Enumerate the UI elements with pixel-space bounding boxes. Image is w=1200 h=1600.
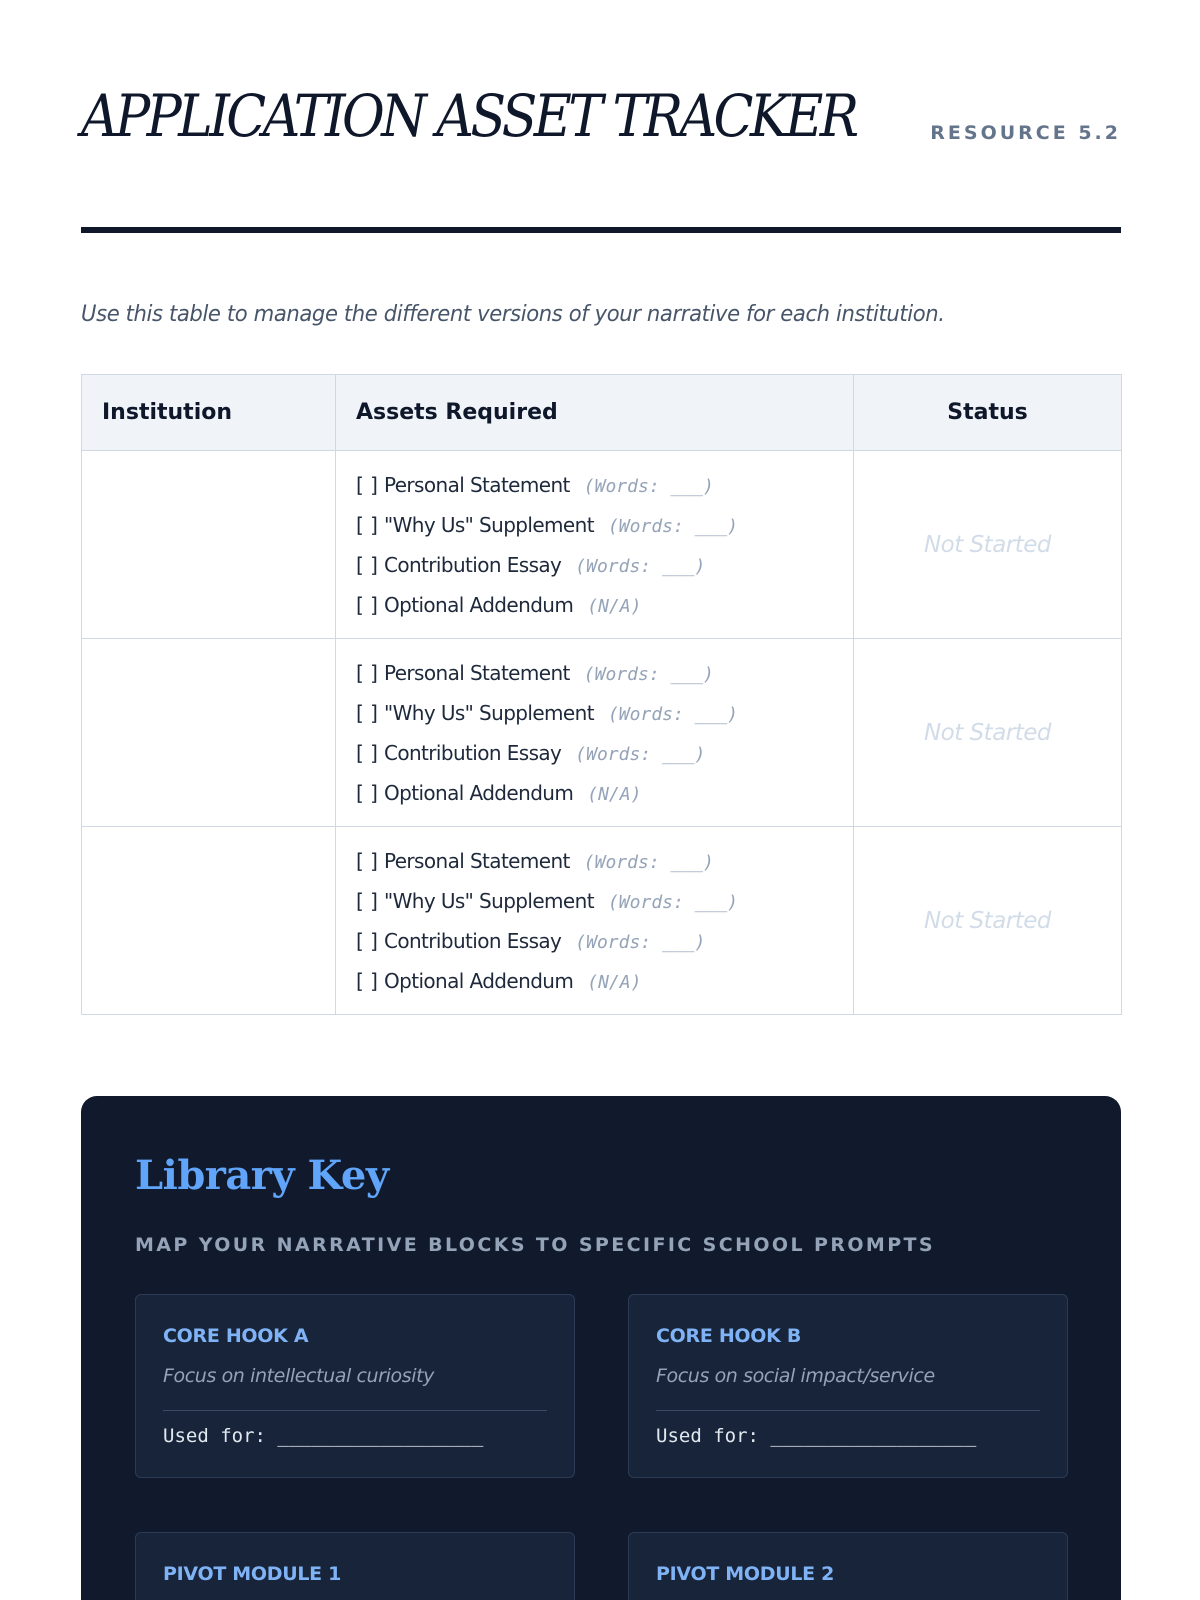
institution-cell[interactable] <box>82 639 336 827</box>
card-divider <box>656 1410 1040 1411</box>
table-row <box>82 451 1122 639</box>
card-description: Focus on intellectual curiosity <box>163 1365 434 1387</box>
page-header <box>81 0 1121 234</box>
table-row <box>82 827 1122 1015</box>
asset-checkbox[interactable]: [ ] <box>356 473 378 497</box>
page-title: APPLICATION ASSET TRACKER <box>81 82 856 150</box>
card-title: CORE HOOK B <box>656 1325 802 1347</box>
used-for-field[interactable]: Used for: __________________ <box>656 1425 977 1447</box>
asset-word-count: (Words: ___) <box>583 664 714 685</box>
asset-label: Personal Statement <box>383 473 570 497</box>
asset-label: Optional Addendum <box>383 593 574 617</box>
assets-cell <box>336 451 854 639</box>
asset-word-count: (Words: ___) <box>575 932 706 953</box>
library-key-subtitle: MAP YOUR NARRATIVE BLOCKS TO SPECIFIC SCHOOL PROMPTS <box>135 1234 935 1256</box>
asset-item[interactable] <box>356 929 853 969</box>
asset-item[interactable] <box>356 849 853 889</box>
asset-item[interactable] <box>356 969 853 1009</box>
asset-checkbox[interactable]: [ ] <box>356 701 378 725</box>
asset-label: Optional Addendum <box>383 969 574 993</box>
assets-cell <box>336 827 854 1015</box>
card-description: Focus on social impact/service <box>656 1365 935 1387</box>
asset-checkbox[interactable]: [ ] <box>356 929 378 953</box>
asset-word-count: (N/A) <box>587 784 642 805</box>
tracker-page <box>81 0 1121 1585</box>
asset-item[interactable] <box>356 473 853 513</box>
title-divider <box>81 227 1121 233</box>
resource-tag: RESOURCE 5.2 <box>930 122 1121 144</box>
status-cell[interactable] <box>854 827 1122 1015</box>
column-header-assets: Assets Required <box>336 375 854 451</box>
asset-word-count: (N/A) <box>587 972 642 993</box>
library-card-pivot-module-2 <box>628 1532 1068 1600</box>
card-title: CORE HOOK A <box>163 1325 309 1347</box>
asset-word-count: (Words: ___) <box>575 556 706 577</box>
asset-word-count: (N/A) <box>587 596 642 617</box>
asset-word-count: (Words: ___) <box>575 744 706 765</box>
status-label: Not Started <box>923 531 1052 558</box>
status-cell[interactable] <box>854 639 1122 827</box>
asset-label: Optional Addendum <box>383 781 574 805</box>
card-title: PIVOT MODULE 2 <box>656 1563 835 1585</box>
asset-checkbox[interactable]: [ ] <box>356 889 378 913</box>
status-label: Not Started <box>923 907 1052 934</box>
asset-word-count: (Words: ___) <box>607 892 739 913</box>
asset-label: Contribution Essay <box>383 741 562 765</box>
asset-label: Personal Statement <box>383 661 570 685</box>
asset-item[interactable] <box>356 701 853 741</box>
asset-label: Personal Statement <box>383 849 570 873</box>
asset-checkbox[interactable]: [ ] <box>356 513 378 537</box>
status-cell[interactable] <box>854 451 1122 639</box>
asset-word-count: (Words: ___) <box>583 476 714 497</box>
asset-item[interactable] <box>356 889 853 929</box>
asset-label: Contribution Essay <box>383 929 562 953</box>
asset-item[interactable] <box>356 553 853 593</box>
asset-item[interactable] <box>356 513 853 553</box>
asset-checkbox[interactable]: [ ] <box>356 741 378 765</box>
institution-cell[interactable] <box>82 451 336 639</box>
asset-tracker-table <box>81 374 1122 1015</box>
asset-checkbox[interactable]: [ ] <box>356 781 378 805</box>
asset-word-count: (Words: ___) <box>607 704 739 725</box>
library-card-core-hook-b <box>628 1294 1068 1478</box>
asset-checkbox[interactable]: [ ] <box>356 849 378 873</box>
asset-checkbox[interactable]: [ ] <box>356 661 378 685</box>
institution-cell[interactable] <box>82 827 336 1015</box>
asset-item[interactable] <box>356 661 853 701</box>
asset-checkbox[interactable]: [ ] <box>356 969 378 993</box>
used-for-field[interactable]: Used for: __________________ <box>163 1425 484 1447</box>
library-key-title: Library Key <box>135 1152 389 1199</box>
asset-checkbox[interactable]: [ ] <box>356 553 378 577</box>
column-header-institution: Institution <box>82 375 336 451</box>
asset-word-count: (Words: ___) <box>607 516 739 537</box>
asset-label: "Why Us" Supplement <box>383 701 594 725</box>
card-divider <box>163 1410 547 1411</box>
asset-word-count: (Words: ___) <box>583 852 714 873</box>
library-key-panel <box>81 1096 1121 1600</box>
status-label: Not Started <box>923 719 1052 746</box>
asset-label: "Why Us" Supplement <box>383 513 594 537</box>
table-header-row <box>82 375 1122 451</box>
card-title: PIVOT MODULE 1 <box>163 1563 342 1585</box>
column-header-status: Status <box>854 375 1122 451</box>
library-card-core-hook-a <box>135 1294 575 1478</box>
asset-label: Contribution Essay <box>383 553 562 577</box>
table-row <box>82 639 1122 827</box>
asset-item[interactable] <box>356 781 853 821</box>
intro-text: Use this table to manage the different versions of your narrative for each institution. <box>81 302 945 327</box>
asset-item[interactable] <box>356 741 853 781</box>
asset-label: "Why Us" Supplement <box>383 889 594 913</box>
library-card-pivot-module-1 <box>135 1532 575 1600</box>
assets-cell <box>336 639 854 827</box>
asset-item[interactable] <box>356 593 853 633</box>
asset-checkbox[interactable]: [ ] <box>356 593 378 617</box>
